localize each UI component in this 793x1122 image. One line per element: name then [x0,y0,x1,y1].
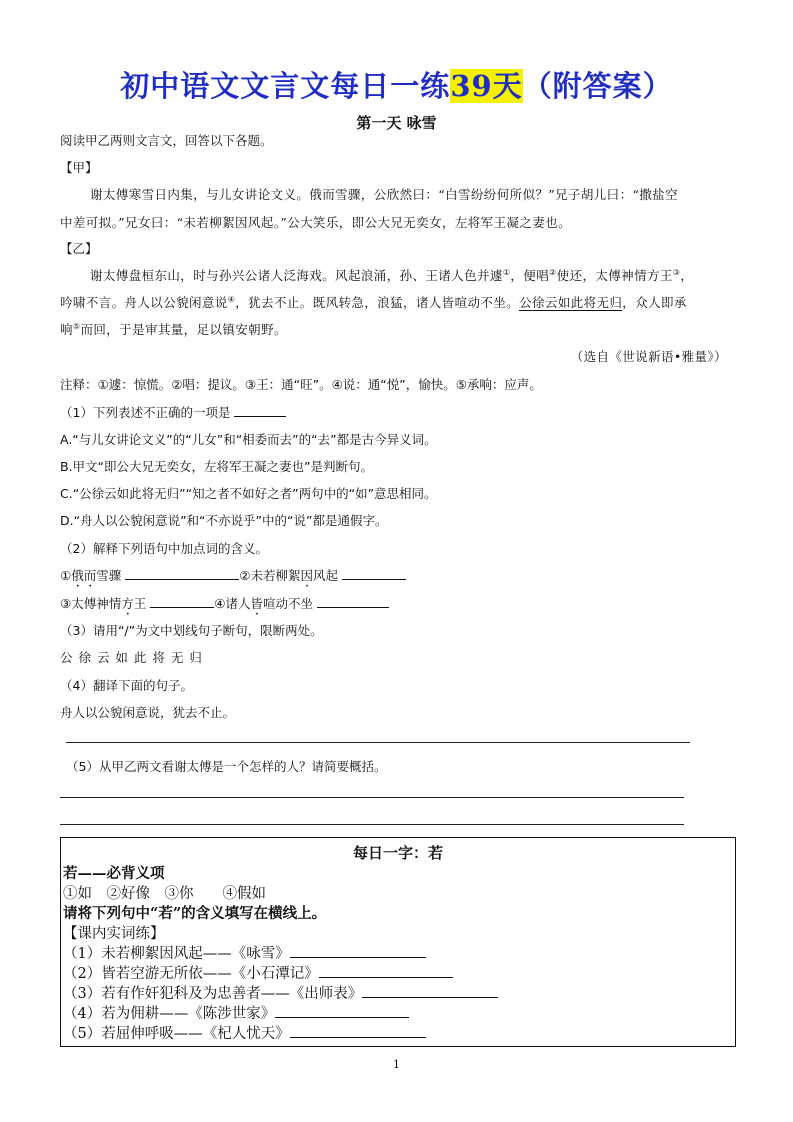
daily-word-section: 【课内实词练】 [63,926,165,942]
q1-option-d: D.“舟人以公貌闲意说”和“不亦说乎”中的“说”都是通假字。 [60,513,388,528]
answer-blank-5[interactable] [290,1025,426,1038]
q5-answer-line-1[interactable] [60,797,684,798]
list-item: （3）若有作奸犯科及为忠善者——《出师表》 [63,982,498,1003]
yi-line-1: 谢太傅盘桓东山，时与孙兴公诸人泛海戏。风起浪涌，孙、王诸人色并遽①，便唱②使还，太傅神情方王③， [90,267,694,283]
q1-option-b: B.甲文“即公大兄无奕女，左将军王凝之妻也”是判断句。 [60,459,374,474]
source-citation: （选自《世说新语•雅量》） [570,349,727,364]
list-item: （2）皆若空游无所依——《小石潭记》 [63,962,453,983]
q5-stem: （5）从甲乙两文看谢太傅是一个怎样的人？请简要概括。 [66,759,387,774]
q2-blank-3[interactable] [150,595,214,608]
daily-word-box [60,837,736,1047]
q1-stem: （1）下列表述不正确的一项是 [60,403,286,421]
q2-row-2: ③太傅神情方王 ④诸人皆喧动不坐 [60,594,389,618]
daily-word-instruction: 请将下列句中“若”的含义填写在横线上。 [63,905,327,922]
q3-stem: （3）请用“/”为文中划线句子断句，限断两处。 [60,623,323,638]
q2-stem: （2）解释下列语句中加点词的含义。 [60,541,268,556]
intro-text: 阅读甲乙两则文言文，回答以下各题。 [60,133,273,148]
daily-word-heading: 若——必背义项 [63,865,165,882]
answer-blank-3[interactable] [362,985,498,998]
q5-answer-line-2[interactable] [60,824,684,825]
underlined-sentence: 公徐云如此将无归 [519,295,623,310]
list-item: （5）若屈伸呼吸——《杞人忧天》 [63,1022,426,1043]
q2-blank-1[interactable] [125,567,239,580]
q2-row-1: ①俄而雪骤 ②未若柳絮因风起 [60,566,406,590]
q4-answer-line[interactable] [66,742,690,743]
q1-option-c: C.“公徐云如此将无归”“知之者不如好之者”两句中的“如”意思相同。 [60,486,437,501]
page-title: 初中语文文言文每日一练39天（附答案） [120,69,673,103]
q2-blank-2[interactable] [342,567,406,580]
q3-sentence: 公 徐 云 如 此 将 无 归 [60,650,203,665]
daily-word-title: 每日一字：若 [352,844,443,862]
title-highlight: 39天 [450,69,523,103]
answer-blank-1[interactable] [290,945,426,958]
list-item: （4）若为佣耕——《陈涉世家》 [63,1002,409,1023]
q2-blank-4[interactable] [317,595,389,608]
section-subtitle: 第一天 咏雪 [356,114,437,132]
page-number: 1 [393,1058,400,1071]
q1-answer-blank[interactable] [234,404,286,417]
answer-blank-4[interactable] [275,1005,409,1018]
notes: 注释：①遽：惊慌。②唱：提议。③王：通“旺”。④说：通“悦”，愉快。⑤承响：应声。 [60,377,542,392]
yi-label: 【乙】 [60,241,98,256]
list-item: （1）未若柳絮因风起——《咏雪》 [63,942,426,963]
q1-option-a: A.“与儿女讲论文义”的“儿女”和“相委而去”的“去”都是古今异义词。 [60,432,437,447]
q4-stem: （4）翻译下面的句子。 [60,678,193,693]
jia-line-2: 中差可拟。”兄女曰：“未若柳絮因风起。”公大笑乐，即公大兄无奕女，左将军王凝之妻也。 [60,215,571,230]
jia-line-1: 谢太傅寒雪日内集，与儿女讲论文义。俄而雪骤，公欣然曰：“白雪纷纷何所似？”兄子胡儿曰：“撒盐空 [90,187,678,202]
daily-word-meanings: ①如 ②好像 ③你 ④假如 [63,886,266,902]
answer-blank-2[interactable] [319,965,453,978]
jia-label: 【甲】 [60,160,98,175]
q4-sentence: 舟人以公貌闲意说，犹去不止。 [60,705,236,720]
yi-line-2: 吟啸不言。舟人以公貌闲意说④，犹去不止。既风转急，浪猛，诸人皆喧动不坐。公徐云如此将无归，众人即承 [60,294,687,310]
yi-line-3: 响⑤而回，于是审其量，足以镇安朝野。 [60,321,287,337]
